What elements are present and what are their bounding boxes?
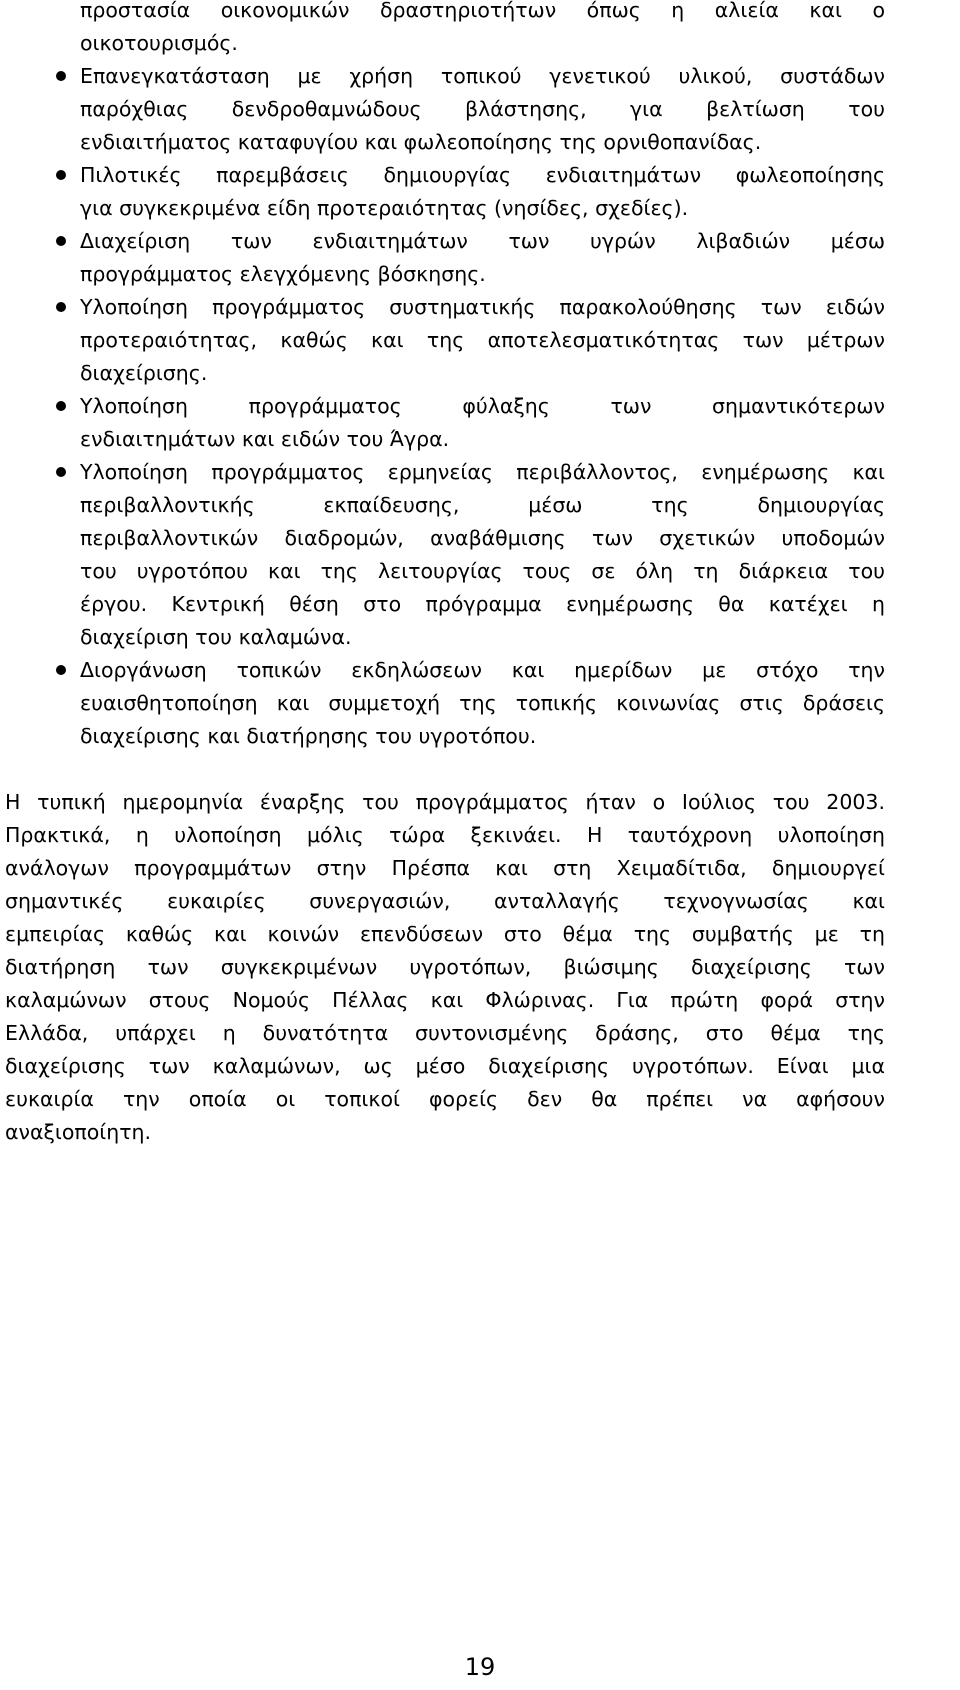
list-item-line: έργου. Κεντρική θέση στο πρόγραμμα ενημέρωσης θα κατέχει η — [80, 592, 885, 616]
list-item-line: ενδιαιτημάτων και ειδών του Άγρα. — [80, 427, 450, 451]
list-item-line: προγράμματος ελεγχόμενης βόσκησης. — [80, 262, 486, 286]
bullet-point — [56, 665, 66, 675]
list-item-line: Υλοποίηση προγράμματος φύλαξης των σημαντικότερων — [80, 394, 885, 418]
paragraph-line: ανάλογων προγραμμάτων στην Πρέσπα και στη Χειμαδίτιδα, δημιουργεί — [5, 856, 885, 880]
list-item-line: Διοργάνωση τοπικών εκδηλώσεων και ημερίδων με στόχο την — [80, 658, 885, 682]
list-item-line: διαχείρισης. — [80, 361, 208, 385]
paragraph-line: σημαντικές ευκαιρίες συνεργασιών, ανταλλαγής τεχνογνωσίας και — [5, 889, 885, 913]
paragraph-line: ευκαιρία την οποία οι τοπικοί φορείς δεν θα πρέπει να αφήσουν — [5, 1087, 885, 1111]
bullet-point — [56, 302, 66, 312]
list-item-line: του υγροτόπου και της λειτουργίας τους σε όλη τη διάρκεια του — [80, 559, 885, 583]
list-item-line: παρόχθιας δενδροθαμνώδους βλάστησης, για βελτίωση του — [80, 97, 885, 121]
bullet-point — [56, 467, 66, 477]
list-item-line: ευαισθητοποίηση και συμμετοχή της τοπικής κοινωνίας στις δράσεις — [80, 691, 885, 715]
list-item-line: διαχείρισης και διατήρησης του υγροτόπου. — [80, 724, 537, 748]
bullet-point — [56, 170, 66, 180]
page-number: 19 — [464, 1653, 496, 1681]
bullet-point — [56, 71, 66, 81]
list-continuation-line: προστασία οικονομικών δραστηριοτήτων όπως η αλιεία και ο — [80, 0, 885, 22]
list-item-line: Επανεγκατάσταση με χρήση τοπικού γενετικού υλικού, συστάδων — [80, 64, 885, 88]
list-item-line: περιβαλλοντικών διαδρομών, αναβάθμισης των σχετικών υποδομών — [80, 526, 885, 550]
list-item-line: ενδιαιτήματος καταφυγίου και φωλεοποίησης της ορνιθοπανίδας. — [80, 130, 762, 154]
paragraph-line: εμπειρίας καθώς και κοινών επενδύσεων στο θέμα της συμβατής με τη — [5, 922, 885, 946]
list-item-line: προτεραιότητας, καθώς και της αποτελεσματικότητας των μέτρων — [80, 328, 885, 352]
paragraph-line: καλαμώνων στους Νομούς Πέλλας και Φλώρινας. Για πρώτη φορά στην — [5, 988, 885, 1012]
list-item-line: Υλοποίηση προγράμματος ερμηνείας περιβάλλοντος, ενημέρωσης και — [80, 460, 885, 484]
list-item-line: Διαχείριση των ενδιαιτημάτων των υγρών λιβαδιών μέσω — [80, 229, 885, 253]
list-item-line: διαχείριση του καλαμώνα. — [80, 625, 352, 649]
list-item-line: Υλοποίηση προγράμματος συστηματικής παρακολούθησης των ειδών — [80, 295, 885, 319]
list-continuation-line: οικοτουρισμός. — [80, 31, 238, 55]
list-item-line: Πιλοτικές παρεμβάσεις δημιουργίας ενδιαιτημάτων φωλεοποίησης — [80, 163, 885, 187]
paragraph-line: διατήρηση των συγκεκριμένων υγροτόπων, βιώσιμης διαχείρισης των — [5, 955, 885, 979]
paragraph-line: Η τυπική ημερομηνία έναρξης του προγράμματος ήταν ο Ιούλιος του 2003. — [5, 790, 885, 814]
list-item-line: περιβαλλοντικής εκπαίδευσης, μέσω της δημιουργίας — [80, 493, 885, 517]
paragraph-line: Πρακτικά, η υλοποίηση μόλις τώρα ξεκινάει. Η ταυτόχρονη υλοποίηση — [5, 823, 885, 847]
paragraph-line: διαχείρισης των καλαμώνων, ως μέσο διαχείρισης υγροτόπων. Είναι μια — [5, 1054, 885, 1078]
paragraph-line: Ελλάδα, υπάρχει η δυνατότητα συντονισμένης δράσης, στο θέμα της — [5, 1021, 885, 1045]
bullet-point — [56, 236, 66, 246]
paragraph-line: αναξιοποίητη. — [5, 1120, 152, 1144]
list-item-line: για συγκεκριμένα είδη προτεραιότητας (νησίδες, σχεδίες). — [80, 196, 689, 220]
bullet-point — [56, 401, 66, 411]
